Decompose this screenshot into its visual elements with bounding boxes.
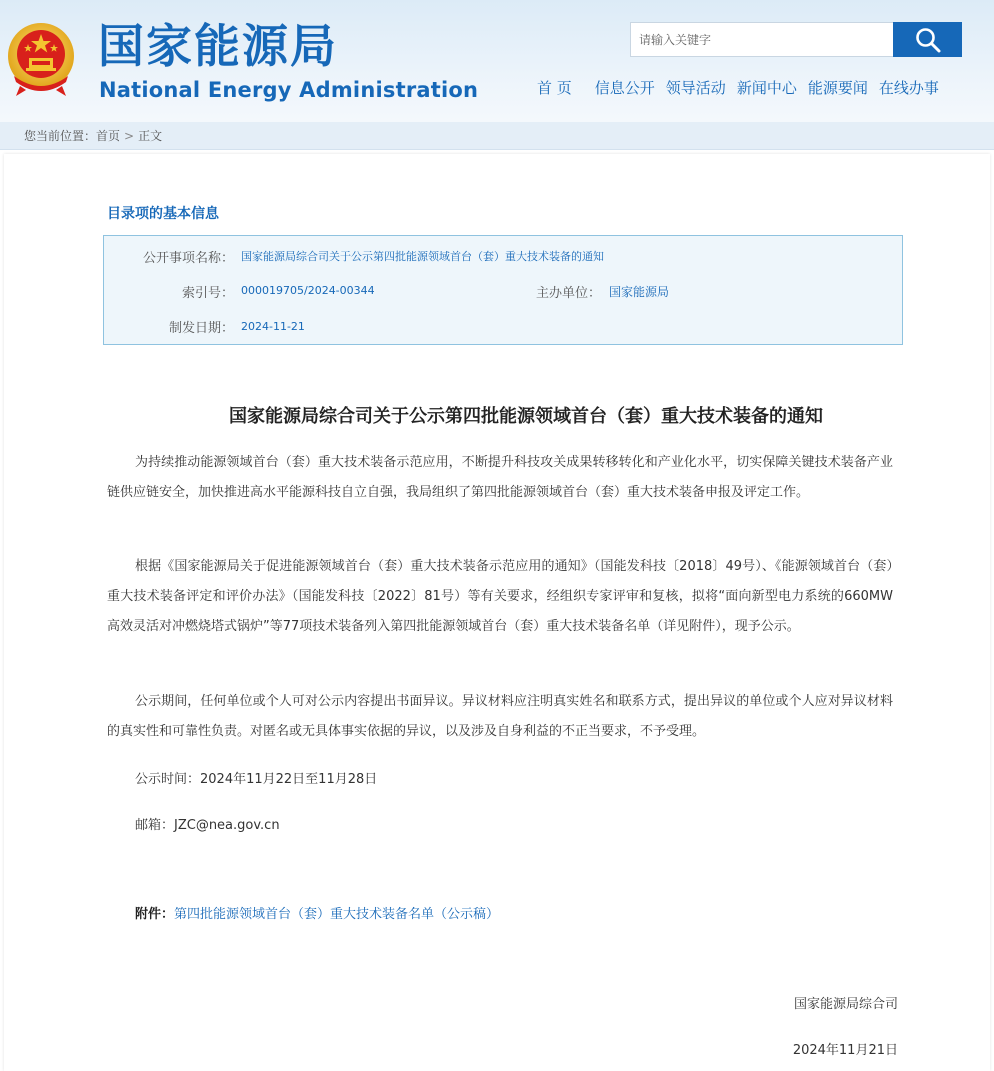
catalog-info-box [103,235,903,345]
nav-home[interactable]: 首 页 [537,79,572,97]
national-emblem-icon[interactable] [6,20,76,98]
site-title-en[interactable]: National Energy Administration [99,78,479,102]
nav-energy-news[interactable]: 能源要闻 [807,79,868,97]
search-icon [914,26,942,54]
nav-info-disclosure[interactable]: 信息公开 [594,79,655,97]
article-title: 国家能源局综合司关于公示第四批能源领域首台（套）重大技术装备的通知 [229,406,823,427]
publicity-period: 公示时间：2024年11月22日至11月28日 [135,772,378,787]
article-paragraph-2: 根据《国家能源局关于促进能源领域首台（套）重大技术装备示范应用的通知》（国能发科技〔2018〕49号）、《能源领域首台（套）重大技术装备评定和评价办法》（国能发科技〔2022〕81号）等有关要求，经组织专家评审和复核，拟将“面向新型电力系统的660MW高效灵活对冲燃烧塔式锅炉”等77项技术装备列入第四批能源领域首台（套）重大技术装备名单（详见附件），现予公示。 [107,559,893,634]
signature-org: 国家能源局综合司 [793,997,898,1012]
catalog-index-label: 索引号： [181,286,234,301]
catalog-host-value: 国家能源局 [609,285,670,299]
attachment-row [135,903,499,922]
contact-email: 邮箱：JZC@nea.gov.cn [135,818,280,833]
breadcrumb-current[interactable]: 正文 [138,129,163,143]
site-header [0,0,994,122]
article-paragraph-1: 为持续推动能源领域首台（套）重大技术装备示范应用，不断提升科技攻关成果转移转化和产业化水平，切实保障关键技术装备产业链供应链安全，加快推进高水平能源科技自立自强，我局组织了第四批能源领域首台（套）重大技术装备申报及评定工作。 [107,455,893,500]
chevron-right-icon: > [124,129,135,143]
catalog-item-name-value: 国家能源局综合司关于公示第四批能源领域首台（套）重大技术装备的通知 [241,250,604,263]
catalog-heading: 目录项的基本信息 [107,206,219,222]
catalog-host-label: 主办单位： [535,286,601,301]
signature-date: 2024年11月21日 [792,1043,898,1058]
catalog-date-value: 2024-11-21 [241,320,305,333]
site-title-cn[interactable]: 国家能源局 [98,19,338,73]
breadcrumb-prefix: 您当前位置： [24,129,97,143]
catalog-index-value: 000019705/2024-00344 [241,284,375,297]
catalog-date-label: 制发日期： [168,321,234,336]
article-paragraph-3: 公示期间，任何单位或个人可对公示内容提出书面异议。异议材料应注明真实姓名和联系方式，提出异议的单位或个人应对异议材料的真实性和可靠性负责。对匿名或无具体事实依据的异议，以及涉及自身利益的不正当要求，不予受理。 [107,694,893,739]
attachment-label: 附件： [135,907,175,922]
nav-leader-activities[interactable]: 领导活动 [665,79,726,97]
search-input[interactable] [630,22,894,57]
search-button[interactable] [893,22,962,57]
nav-online-services[interactable]: 在线办事 [878,79,939,97]
main-nav [530,76,939,100]
catalog-item-name-label: 公开事项名称： [142,251,234,266]
attachment-link[interactable]: 第四批能源领域首台（套）重大技术装备名单（公示稿） [174,907,500,922]
breadcrumb-home[interactable]: 首页 [96,129,121,143]
nav-news-center[interactable]: 新闻中心 [736,79,797,97]
breadcrumb [0,122,994,150]
